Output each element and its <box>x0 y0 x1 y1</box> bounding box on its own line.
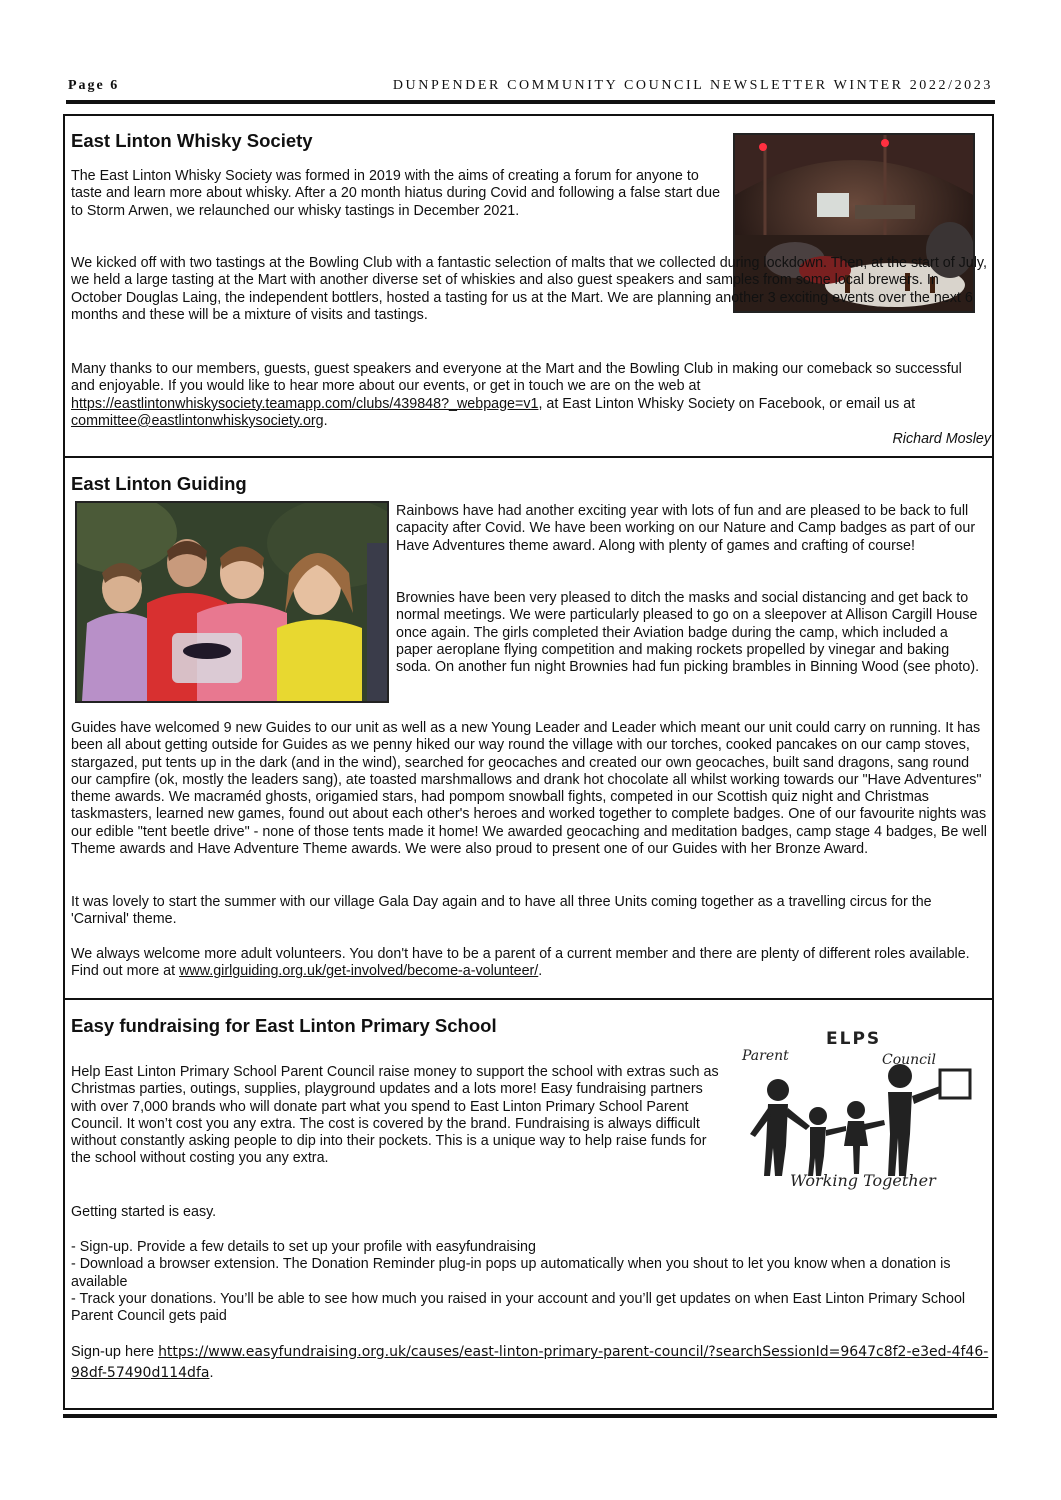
easyfundraising-link[interactable]: https://www.easyfundraising.org.uk/causes/east-linton-primary-parent-council/?searchSessionId=9647c8f2-e3ed-4f46-98df-57490d114dfa <box>71 1344 989 1381</box>
whisky-p2-text: We kicked off with two tastings at the Bowling Club with a fantastic selection of malts that we collected during lockdown. Then, at the start of July, we held a large tasting at the Mart with another diverse set of whiskies and also guest speakers and samples from some local brewers. In October Douglas Laing, the independent bottlers, hosted a tasting for us at the Mart. We are planning another 3 exciting events over the next 6 months and these will be a mixture of visits and tastings. <box>71 255 987 323</box>
logo-bottom-words: Working Together <box>790 1171 936 1190</box>
whisky-section-heading <box>71 130 313 152</box>
whisky-heading: East Linton Whisky Society <box>71 130 313 151</box>
header-rule <box>66 100 995 104</box>
guiding-section-heading <box>71 473 247 495</box>
girlguiding-volunteer-link[interactable]: www.girlguiding.org.uk/get-involved/become-a-volunteer/ <box>179 963 539 980</box>
page-header <box>68 78 993 98</box>
signup-prefix: Sign-up here <box>71 1344 159 1360</box>
family-silhouette-logo <box>728 1016 988 1196</box>
fundraising-paragraph-1: Help East Linton Primary School Parent Council raise money to support the school with extras such as Christmas parties, outings, supplies, playground updates and a lots more! Easy fundraising partners with over 7,000 brands who will donate part what you spend to East Linton Primary School Parent Council. It won’t cost you any extra. The cost is covered by the brand. Fundraising is always difficult without constantly asking people to dip into their pockets. This is a unique way to help raise funds for the school without costing you any extra. <box>71 1064 719 1167</box>
whisky-p3-text: Many thanks to our members, guests, guest speakers and everyone at the Mart and the Bowling Club in making our comeback so successful and enjoyable. If you would like to hear more about our events, or get in touch we are on the web at <box>71 361 962 395</box>
whisky-email-link[interactable]: committee@eastlintonwhiskysociety.org <box>71 412 324 429</box>
guiding-paragraph-2: Brownies have been very pleased to ditch the masks and social distancing and get back to normal meetings. We were particularly pleased to go on a sleepover at Allison Cargill House once again. The girls completed their Aviation badge during the camp, which included a paper aeroplane flying competition and making rockets propelled by vinegar and baking soda. On another fun night Brownies had fun picking brambles in Binning Wood (see photo). <box>396 590 980 676</box>
step-item-signup: - Sign-up. Provide a few details to set up your profile with easyfundraising <box>71 1239 536 1255</box>
guiding-paragraph-1: Rainbows have had another exciting year with lots of fun and are pleased to be back to full capacity after Covid. We have been working on our Nature and Camp badges as part of our Have Adventures theme award. Along with plenty of games and crafting of course! <box>396 503 976 554</box>
newsletter-title: DUNPENDER COMMUNITY COUNCIL NEWSLETTER WINTER 2022/2023 <box>392 78 993 93</box>
whisky-p3-middle: , at East Linton Whisky Society on Facebook, or email us at <box>538 395 916 412</box>
bottom-rule <box>63 1414 997 1418</box>
section-divider-2 <box>65 998 993 1000</box>
page-number: Page 6 <box>68 78 120 93</box>
guiding-paragraph-4: It was lovely to start the summer with our village Gala Day again and to have all three Units coming together as a travelling circus for the 'Carnival' theme. <box>71 894 932 928</box>
whisky-paragraph-3 <box>71 361 989 430</box>
section-divider-1 <box>65 456 993 458</box>
whisky-paragraph-2 <box>71 255 989 324</box>
guiding-p5-text: We always welcome more adult volunteers. You don't have to be a parent of a current member and there are plenty of different roles available. Find out more at <box>71 946 970 980</box>
brownies-bramble-photo <box>75 501 389 703</box>
fundraising-steps-list <box>71 1239 989 1325</box>
guiding-paragraph-5 <box>71 946 989 981</box>
fundraising-paragraph-2: Getting started is easy. <box>71 1204 217 1220</box>
logo-right-word: Council <box>882 1052 936 1068</box>
whisky-web-link[interactable]: https://eastlintonwhiskysociety.teamapp.com/clubs/439848?_webpage=v1 <box>71 395 539 412</box>
logo-title: ELPS <box>826 1029 882 1049</box>
brownies-bramble-photo-icon <box>77 503 387 701</box>
guiding-heading: East Linton Guiding <box>71 473 247 494</box>
whisky-p3-end: . <box>323 412 328 429</box>
fundraising-heading: Easy fundraising for East Linton Primary School <box>71 1015 497 1036</box>
family-silhouette-icon <box>728 1016 988 1196</box>
signup-suffix: . <box>209 1365 214 1381</box>
logo-left-word: Parent <box>742 1048 789 1064</box>
guiding-paragraph-3: Guides have welcomed 9 new Guides to our unit as well as a new Young Leader and Leader which meant our unit could carry on running. It has been all about getting outside for Guides as we penny hiked our way round the village with our torches, cooked pancakes on our camp stoves, stargazed, put tents up in the dark (and in the wind), searched for geocaches and created our own geocaches, built sand dragons, sang round our campfire (ok, mostly the leaders sang), ate toasted marshmallows and drank hot chocolate all whilst working towards our "Have Adventures" theme awards. We macraméd ghosts, origamied stars, had pompom snowball fights, competed in our Scottish quiz night and Christmas taskmasters, learned new games, found out about each other's heroes and worked together to complete badges. One of our favourite nights was our edible "tent beetle drive" - none of those tents made it home! We awarded geocaching and meditation badges, camp stage 4 badges, Be well Theme awards and Have Adventure Theme awards. We were also proud to present one of our Guides with her Bronze Award. <box>71 720 987 858</box>
step-item-extension: - Download a browser extension. The Donation Reminder plug-in pops up automatically when you shout to let you know when a donation is available <box>71 1256 951 1290</box>
guiding-p5-end: . <box>538 963 543 980</box>
step-item-track: - Track your donations. You’ll be able to see how much you raised in your account and you’ll get updates on when East Linton Primary School Parent Council gets paid <box>71 1290 966 1325</box>
whisky-author: Richard Mosley <box>892 431 991 447</box>
fundraising-signup <box>71 1342 989 1384</box>
fundraising-section-heading <box>71 1015 497 1037</box>
whisky-paragraph-1: The East Linton Whisky Society was formed in 2019 with the aims of creating a forum for anyone to taste and learn more about whisky. After a 20 month hiatus during Covid and following a false start due to Storm Arwen, we relaunched our whisky tastings in December 2021. <box>71 168 721 219</box>
